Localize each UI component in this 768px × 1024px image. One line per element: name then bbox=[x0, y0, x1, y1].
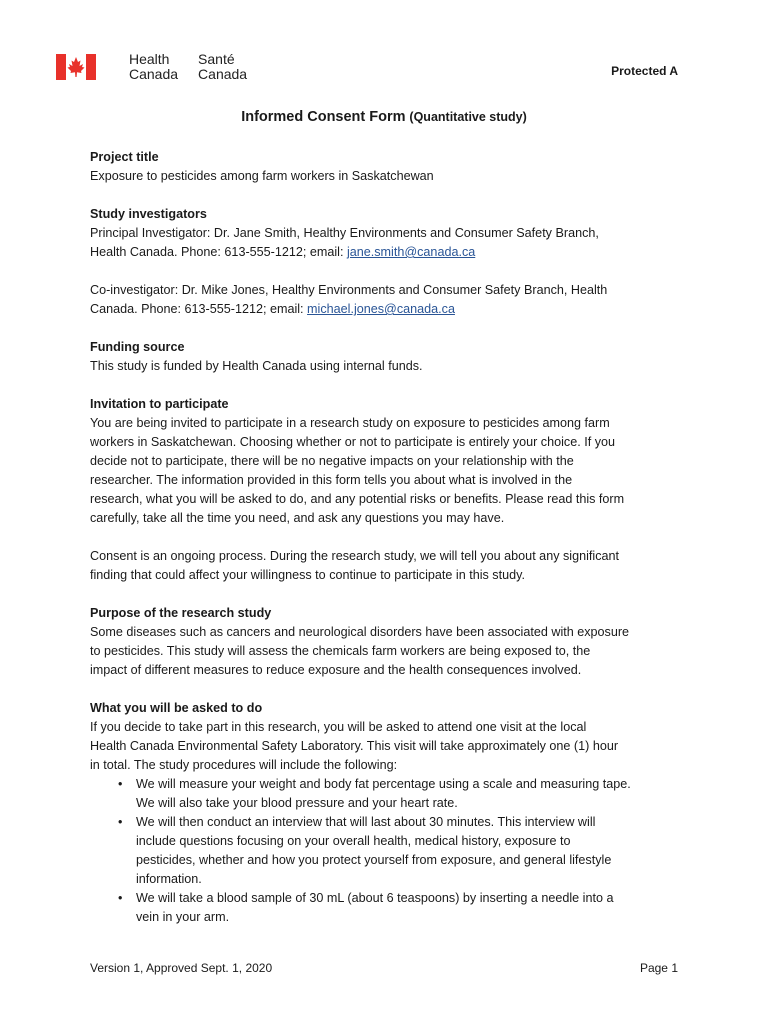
section-heading-purpose: Purpose of the research study bbox=[90, 606, 272, 620]
section-heading-project-title: Project title bbox=[90, 150, 159, 164]
footer-page-number: Page 1 bbox=[639, 961, 678, 975]
title-main: Informed Consent Form bbox=[241, 109, 406, 125]
co-contact-text: Canada. Phone: 613-555-1212; email: bbox=[90, 302, 308, 316]
health-canada-logo bbox=[56, 52, 267, 82]
invitation-line: workers in Saskatchewan. Choosing whether or not to participate is entirely your choice. If you bbox=[90, 435, 616, 449]
principal-email-link[interactable]: jane.smith@canada.ca bbox=[346, 245, 476, 259]
funding-text: This study is funded by Health Canada using internal funds. bbox=[90, 359, 423, 373]
logo-en-line-1: Health bbox=[129, 51, 170, 67]
security-classification: Protected A bbox=[611, 64, 678, 78]
canada-flag-icon bbox=[56, 54, 96, 80]
purpose-line: Some diseases such as cancers and neurological disorders have been associated with exposure bbox=[90, 625, 630, 639]
bullet-line: • We will take a blood sample of 30 mL (about 6 teaspoons) by inserting a needle into a bbox=[136, 891, 614, 905]
list-item bbox=[90, 889, 690, 927]
logo-fr-line-1: Santé bbox=[198, 51, 235, 67]
principal-contact-text: Health Canada. Phone: 613-555-1212; email: bbox=[90, 245, 347, 259]
title-sub: (Quantitative study) bbox=[409, 110, 527, 124]
logo-fr-line-2: Canada bbox=[198, 66, 248, 82]
bullet-line: information. bbox=[136, 872, 202, 886]
bullet-line: • We will then conduct an interview that will last about 30 minutes. This interview will bbox=[136, 815, 596, 829]
invitation-line: You are being invited to participate in a research study on exposure to pesticides among farm bbox=[90, 416, 610, 430]
purpose-line: impact of different measures to reduce exposure and the health consequences involved. bbox=[90, 663, 582, 677]
principal-investigator-line-1: Principal Investigator: Dr. Jane Smith, Healthy Environments and Consumer Safety Branch, bbox=[90, 226, 599, 240]
co-investigator-line-1: Co-investigator: Dr. Mike Jones, Healthy Environments and Consumer Safety Branch, Health bbox=[90, 283, 608, 297]
co-investigator-line-2 bbox=[90, 300, 690, 319]
asked-line: in total. The study procedures will include the following: bbox=[90, 758, 398, 772]
principal-investigator-line-2 bbox=[90, 243, 690, 262]
invitation-line: carefully, take all the time you need, and ask any questions you may have. bbox=[90, 511, 505, 525]
project-title-text: Exposure to pesticides among farm workers in Saskatchewan bbox=[90, 169, 434, 183]
invitation-line: researcher. The information provided in this form tells you about what is involved in the bbox=[90, 473, 573, 487]
invitation-line: research, what you will be asked to do, and any potential risks or benefits. Please read this form bbox=[90, 492, 625, 506]
document-title bbox=[0, 108, 768, 125]
section-heading-asked: What you will be asked to do bbox=[90, 701, 263, 715]
bullet-line: • We will measure your weight and body fat percentage using a scale and measuring tape. bbox=[136, 777, 631, 791]
procedures-list bbox=[90, 775, 690, 927]
section-heading-invitation: Invitation to participate bbox=[90, 397, 229, 411]
logo-wordmark bbox=[129, 52, 267, 82]
logo-en-line-2: Canada bbox=[129, 66, 179, 82]
document-body bbox=[90, 148, 690, 927]
invitation-line: decide not to participate, there will be no negative impacts on your relationship with the bbox=[90, 454, 574, 468]
consent-line: Consent is an ongoing process. During the research study, we will tell you about any significant bbox=[90, 549, 619, 563]
bullet-line: vein in your arm. bbox=[136, 910, 230, 924]
purpose-line: to pesticides. This study will assess the chemicals farm workers are being exposed to, the bbox=[90, 644, 591, 658]
list-item bbox=[90, 813, 690, 889]
section-heading-funding: Funding source bbox=[90, 340, 185, 354]
asked-line: If you decide to take part in this research, you will be asked to attend one visit at the local bbox=[90, 720, 587, 734]
bullet-line: We will also take your blood pressure and your heart rate. bbox=[136, 796, 458, 810]
bullet-line: pesticides, whether and how you protect yourself from exposure, and general lifestyle bbox=[136, 853, 612, 867]
co-investigator-email-link[interactable]: michael.jones@canada.ca bbox=[307, 302, 455, 316]
section-heading-investigators: Study investigators bbox=[90, 207, 207, 221]
asked-line: Health Canada Environmental Safety Laboratory. This visit will take approximately one (1) hour bbox=[90, 739, 619, 753]
consent-line: finding that could affect your willingness to continue to participate in this study. bbox=[90, 568, 525, 582]
list-item bbox=[90, 775, 690, 813]
bullet-line: include questions focusing on your overall health, medical history, exposure to bbox=[136, 834, 571, 848]
footer-version: Version 1, Approved Sept. 1, 2020 bbox=[90, 961, 273, 975]
